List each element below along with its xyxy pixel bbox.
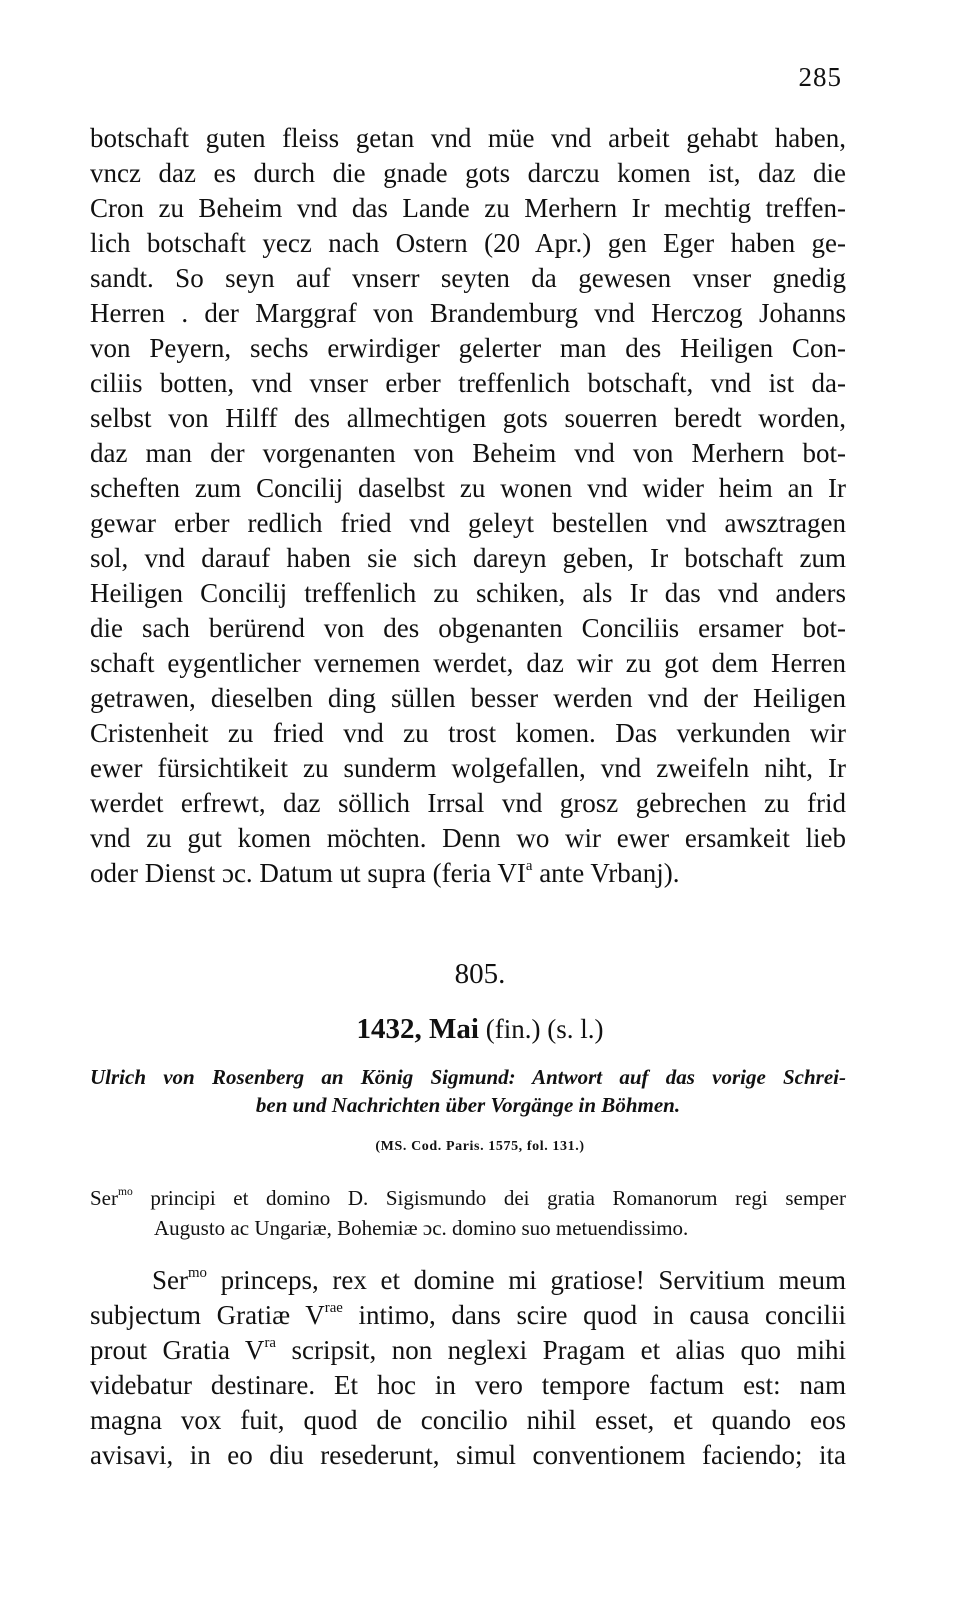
regest-line: Ulrich von Rosenberg an König Sigmund: Antwort auf das vorige Schrei- bbox=[90, 1065, 846, 1089]
regest-line: ben und Nachrichten über Vorgänge in Böhmen. bbox=[255, 1093, 681, 1117]
closing-text: oder Dienst ɔc. Datum ut supra (feria VI bbox=[90, 858, 526, 888]
text-line: die sach berürend von des obgenanten Conciliis ersamer bot- bbox=[90, 613, 846, 643]
text-line: ewer fürsichtikeit zu sunderm wolgefallen, vnd zweifeln niht, Ir bbox=[90, 753, 846, 783]
text-line: gewar erber redlich fried vnd geleyt bestellen vnd awsztragen bbox=[90, 508, 846, 538]
text-segment: Ser bbox=[152, 1265, 188, 1295]
closing-text-end: ante Vrbanj). bbox=[532, 858, 680, 888]
text-line: sandt. So seyn auf vnserr seyten da gewesen vnser gnedig bbox=[90, 263, 846, 293]
text-segment: prout Gratia V bbox=[90, 1335, 265, 1365]
text-line: Heiligen Concilij treffenlich zu schiken, als Ir das vnd anders bbox=[90, 578, 846, 608]
text-line: schaft eygentlicher vernemen werdet, daz wir zu got dem Herren bbox=[90, 648, 846, 678]
text-line: botschaft guten fleiss getan vnd müe vnd arbeit gehabt haben, bbox=[90, 123, 846, 153]
text-line: getrawen, dieselben ding süllen besser werden vnd der Heiligen bbox=[90, 683, 846, 713]
text-line: scheften zum Concilij daselbst zu wonen vnd wider heim an Ir bbox=[90, 473, 846, 503]
text-line: Herren . der Marggraf von Brandemburg vnd Herczog Johanns bbox=[90, 298, 846, 328]
text-segment: intimo, dans scire quod in causa concilii bbox=[342, 1300, 846, 1330]
text-line: magna vox fuit, quod de concilio nihil esset, et quando eos bbox=[90, 1405, 846, 1435]
letter-body bbox=[90, 121, 846, 891]
address-line: Augusto ac Ungariæ, Bohemiæ ɔc. domino suo metuendissimo. bbox=[154, 1216, 689, 1240]
text-line: videbatur destinare. Et hoc in vero tempore factum est: nam bbox=[90, 1370, 846, 1400]
superscript: ra bbox=[264, 1334, 276, 1351]
superscript: rae bbox=[324, 1299, 343, 1316]
text-line: sol, vnd darauf haben sie sich dareyn geben, Ir botschaft zum bbox=[90, 543, 846, 573]
superscript: mo bbox=[118, 1186, 133, 1199]
address-line bbox=[90, 1183, 846, 1213]
text-line bbox=[90, 1298, 846, 1333]
source-note: (MS. Cod. Paris. 1575, fol. 131.) bbox=[375, 1139, 585, 1154]
text-line: selbst von Hilff des allmechtigen gots souerren beredt worden, bbox=[90, 403, 846, 433]
text-line: daz man der vorgenanten von Beheim vnd von Merhern bot- bbox=[90, 438, 846, 468]
text-line-closing bbox=[90, 856, 846, 891]
latin-letter-body bbox=[90, 1263, 846, 1473]
text-segment: subjectum Gratiæ V bbox=[90, 1300, 325, 1330]
address-text: principi et domino D. Sigismundo dei gratia Romanorum regi semper bbox=[132, 1186, 846, 1210]
text-line bbox=[90, 1333, 846, 1368]
text-line: werdet erfrewt, daz söllich Irrsal vnd grosz gebrechen zu frid bbox=[90, 788, 846, 818]
superscript: mo bbox=[188, 1264, 207, 1281]
document-date bbox=[0, 1013, 960, 1046]
document-number: 805. bbox=[454, 958, 506, 990]
document-date-main: 1432, Mai bbox=[356, 1013, 479, 1045]
text-line: vncz daz es durch die gnade gots darczu komen ist, daz die bbox=[90, 158, 846, 188]
text-line: Cristenheit zu fried vnd zu trost komen. Das verkunden wir bbox=[90, 718, 846, 748]
document-date-rest: (fin.) (s. l.) bbox=[478, 1014, 604, 1044]
text-segment: scripsit, non neglexi Pragam et alias quo mihi bbox=[275, 1335, 846, 1365]
page-number: 285 bbox=[798, 62, 842, 92]
text-line bbox=[90, 1263, 846, 1298]
text-line: avisavi, in eo diu resederunt, simul conventionem faciendo; ita bbox=[90, 1440, 846, 1470]
address-text: Ser bbox=[90, 1186, 118, 1210]
text-line: Cron zu Beheim vnd das Lande zu Merhern Ir mechtig treffen- bbox=[90, 193, 846, 223]
text-line: vnd zu gut komen möchten. Denn wo wir ewer ersamkeit lieb bbox=[90, 823, 846, 853]
document-regest bbox=[90, 1063, 846, 1119]
letter-address bbox=[90, 1183, 846, 1243]
text-segment: princeps, rex et domine mi gratiose! Servitium meum bbox=[206, 1265, 846, 1295]
superscript: a bbox=[525, 857, 533, 874]
text-line: lich botschaft yecz nach Ostern (20 Apr.) gen Eger haben ge- bbox=[90, 228, 846, 258]
text-line: von Peyern, sechs erwirdiger gelerter man des Heiligen Con- bbox=[90, 333, 846, 363]
text-line: ciliis botten, vnd vnser erber treffenlich botschaft, vnd ist da- bbox=[90, 368, 846, 398]
